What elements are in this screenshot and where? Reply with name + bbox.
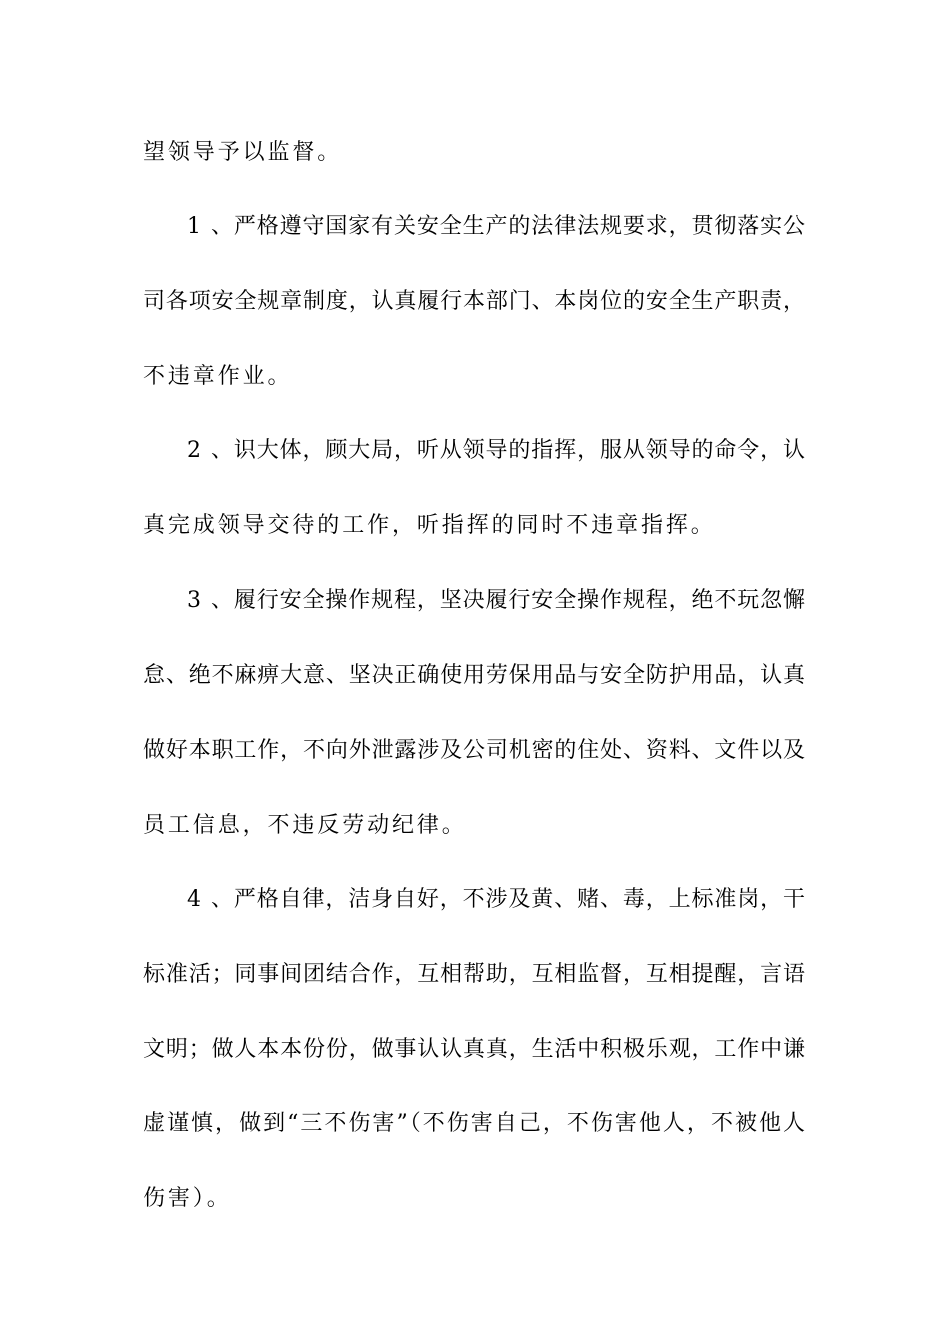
item-3-number: 3、 xyxy=(187,588,233,613)
item-2-text-1: 识大体，顾大局，听从领导的指挥，服从领导的命令，认 xyxy=(233,438,805,463)
item-4-line-2: 标准活；同事间团结合作，互相帮助，互相监督，互相提醒，言语 xyxy=(143,962,805,987)
item-1-line-1 xyxy=(187,212,805,242)
item-4-line-5: 伤害）。 xyxy=(143,1186,232,1211)
item-1-text-1: 严格遵守国家有关安全生产的法律法规要求，贯彻落实公 xyxy=(233,214,805,239)
item-4-text-1: 严格自律，洁身自好，不涉及黄、赌、毒，上标准岗，干 xyxy=(233,887,805,912)
item-1-number: 1、 xyxy=(187,214,233,239)
item-4-line-1 xyxy=(187,885,805,915)
item-3-line-1 xyxy=(187,586,805,616)
item-3-text-1: 履行安全操作规程，坚决履行安全操作规程，绝不玩忽懈 xyxy=(233,588,805,613)
item-4-line-4: 虚谨慎，做到“三不伤害”（不伤害自己，不伤害他人，不被他人 xyxy=(143,1111,805,1136)
item-1-line-2: 司各项安全规章制度，认真履行本部门、本岗位的安全生产职责， xyxy=(143,289,805,314)
item-2-line-2: 真完成领导交待的工作，听指挥的同时不违章指挥。 xyxy=(143,513,716,538)
item-3-line-4: 员工信息，不违反劳动纪律。 xyxy=(143,813,467,838)
item-2-number: 2、 xyxy=(187,438,233,463)
item-3-line-2: 怠、绝不麻痹大意、坚决正确使用劳保用品与安全防护用品，认真 xyxy=(143,663,805,688)
intro-tail-line: 望领导予以监督。 xyxy=(143,140,343,165)
item-4-line-3: 文明；做人本本份份，做事认认真真，生活中积极乐观，工作中谦 xyxy=(143,1037,805,1062)
item-1-line-3: 不违章作业。 xyxy=(143,364,293,389)
item-4-number: 4、 xyxy=(187,887,233,912)
item-2-line-1 xyxy=(187,436,805,466)
item-3-line-3: 做好本职工作，不向外泄露涉及公司机密的住处、资料、文件以及 xyxy=(143,738,805,763)
